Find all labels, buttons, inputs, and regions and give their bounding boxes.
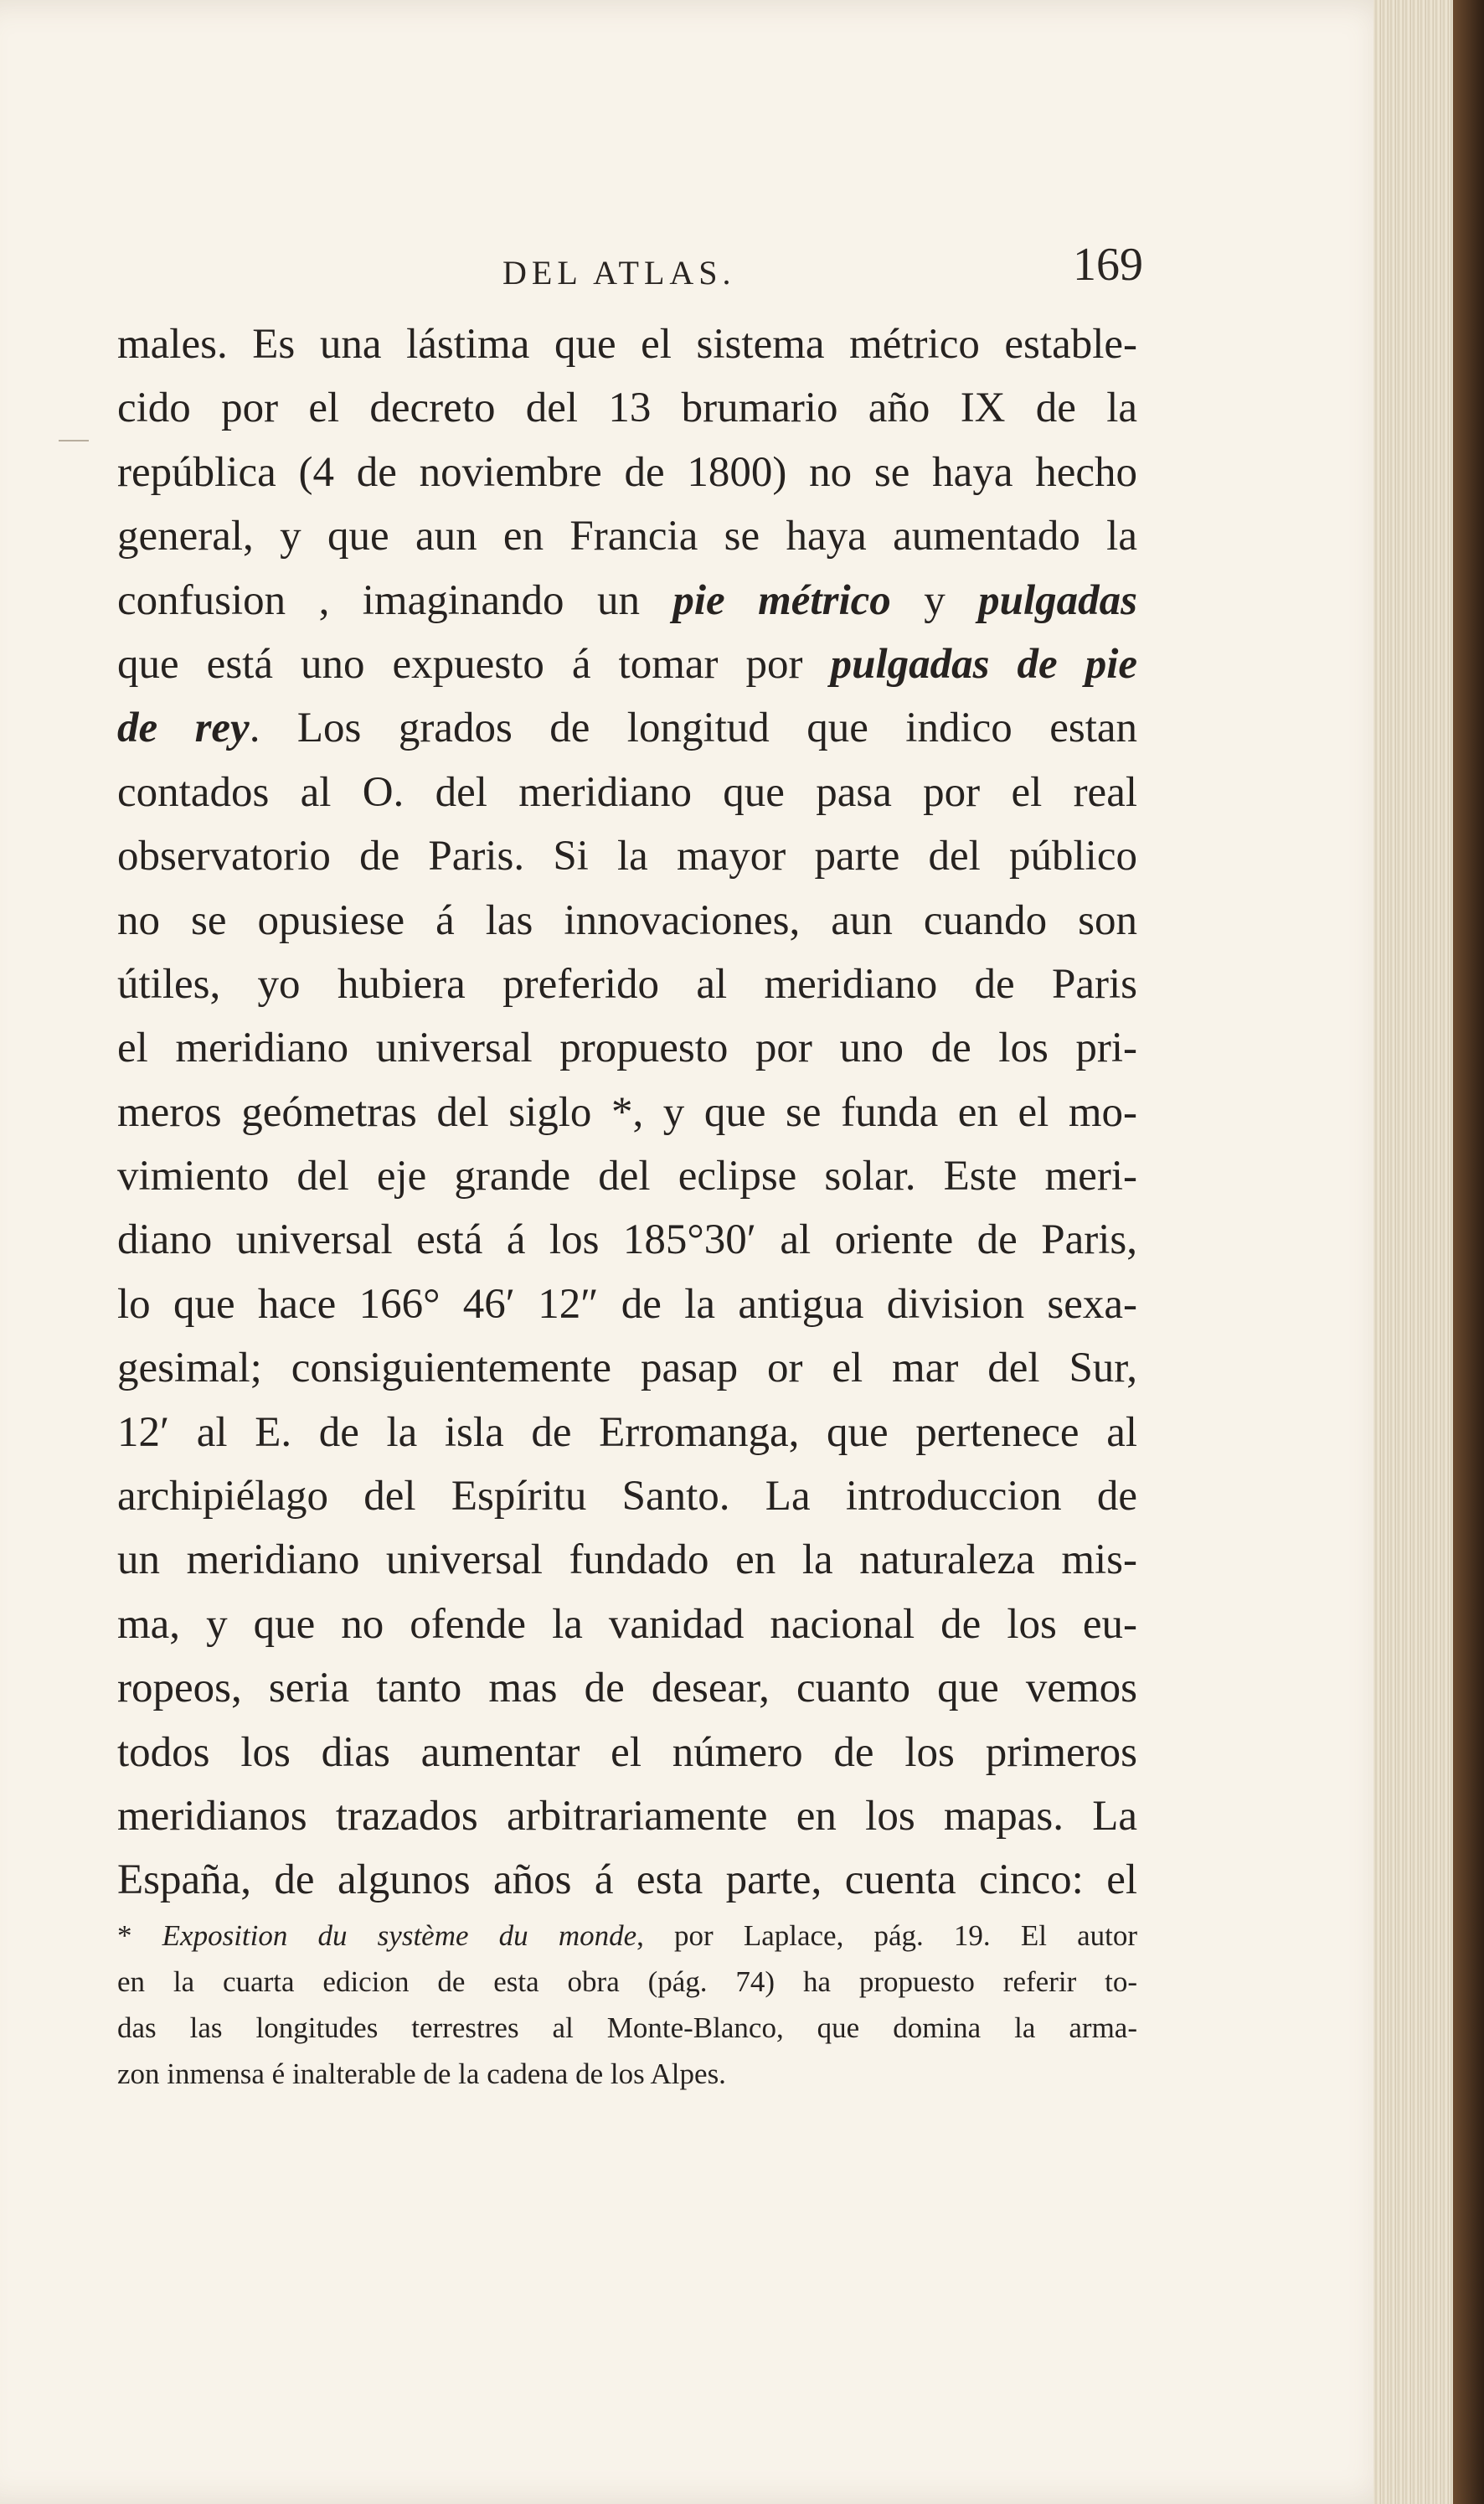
text-line: ropeos, seria tanto mas de desear, cuanto que vemos — [117, 1665, 1137, 1712]
text-line: república (4 de noviembre de 1800) no se haya hecho — [117, 448, 1137, 496]
text-line — [117, 632, 1137, 696]
text-run: . Los grados de longitud que indico estan — [249, 705, 1137, 752]
book-cover-edge — [1453, 0, 1484, 2504]
footnote-line: das las longitudes terrestres al Monte-Blanco, que domina la arma- — [117, 2011, 1137, 2044]
italic-term: pulgadas de pie — [830, 640, 1137, 688]
text-run: confusion , imaginando un — [117, 576, 673, 624]
text-line: ma, y que no ofende la vanidad nacional de los eu- — [117, 1600, 1137, 1648]
italic-term: de rey — [117, 705, 250, 752]
text-line — [117, 696, 1137, 760]
text-line: el meridiano universal propuesto por uno de los pri- — [117, 1025, 1137, 1072]
text-line: contados al O. del meridiano que pasa por el real — [117, 768, 1137, 816]
text-line: un meridiano universal fundado en la naturaleza mis- — [117, 1536, 1137, 1584]
footnote-line: en la cuarta edicion de esta obra (pág. 74) ha propuesto referir to- — [117, 1965, 1137, 1998]
text-line: gesimal; consiguientemente pasap or el mar del Sur, — [117, 1345, 1137, 1392]
text-line: meridianos trazados arbitrariamente en los mapas. La — [117, 1792, 1137, 1840]
text-line: observatorio de Paris. Si la mayor parte del público — [117, 833, 1137, 880]
text-line: lo que hace 166° 46′ 12″ de la antigua division sexa- — [117, 1280, 1137, 1328]
text-line: 12′ al E. de la isla de Erromanga, que pertenece al — [117, 1408, 1137, 1456]
body-text — [117, 312, 1137, 1913]
text-line: males. Es una lástima que el sistema métrico estable- — [117, 321, 1137, 368]
page-number: 169 — [1073, 239, 1143, 291]
italic-term: pulgadas — [978, 576, 1138, 624]
text-line: no se opusiese á las innovaciones, aun cuando son — [117, 896, 1137, 944]
footnote-line: zon inmensa é inalterable de la cadena de los Alpes. — [117, 2057, 726, 2090]
text-run: y — [890, 576, 979, 624]
running-head: DEL ATLAS. — [502, 254, 736, 292]
text-line: archipiélago del Espíritu Santo. La introduccion de — [117, 1473, 1137, 1520]
footnote-marker: * — [117, 1919, 162, 1952]
text-line: vimiento del eje grande del eclipse solar. Este meri- — [117, 1153, 1137, 1200]
page-header — [117, 238, 1143, 297]
text-line: diano universal está á los 185°30′ al oriente de Paris, — [117, 1216, 1137, 1264]
text-line: meros geómetras del siglo *, y que se funda en el mo- — [117, 1088, 1137, 1136]
footnote-cited-title: Exposition du système du monde — [162, 1919, 637, 1952]
footnote-line — [117, 1913, 1137, 1959]
text-line: España, de algunos años á esta parte, cuenta cinco: el — [117, 1856, 1137, 1904]
text-run: que está uno expuesto á tomar por — [117, 640, 831, 688]
text-line: útiles, yo hubiera preferido al meridiano de Paris — [117, 960, 1137, 1008]
italic-term: pie métrico — [672, 576, 891, 624]
margin-mark — [59, 440, 89, 441]
text-run: , por Laplace, pág. 19. El autor — [636, 1919, 1138, 1952]
footnote — [117, 1913, 1137, 2097]
text-line — [117, 569, 1137, 632]
text-line: cido por el decreto del 13 brumario año IX de la — [117, 385, 1137, 432]
text-line: todos los dias aumentar el número de los primeros — [117, 1728, 1137, 1776]
text-line: general, y que aun en Francia se haya aumentado la — [117, 513, 1137, 560]
